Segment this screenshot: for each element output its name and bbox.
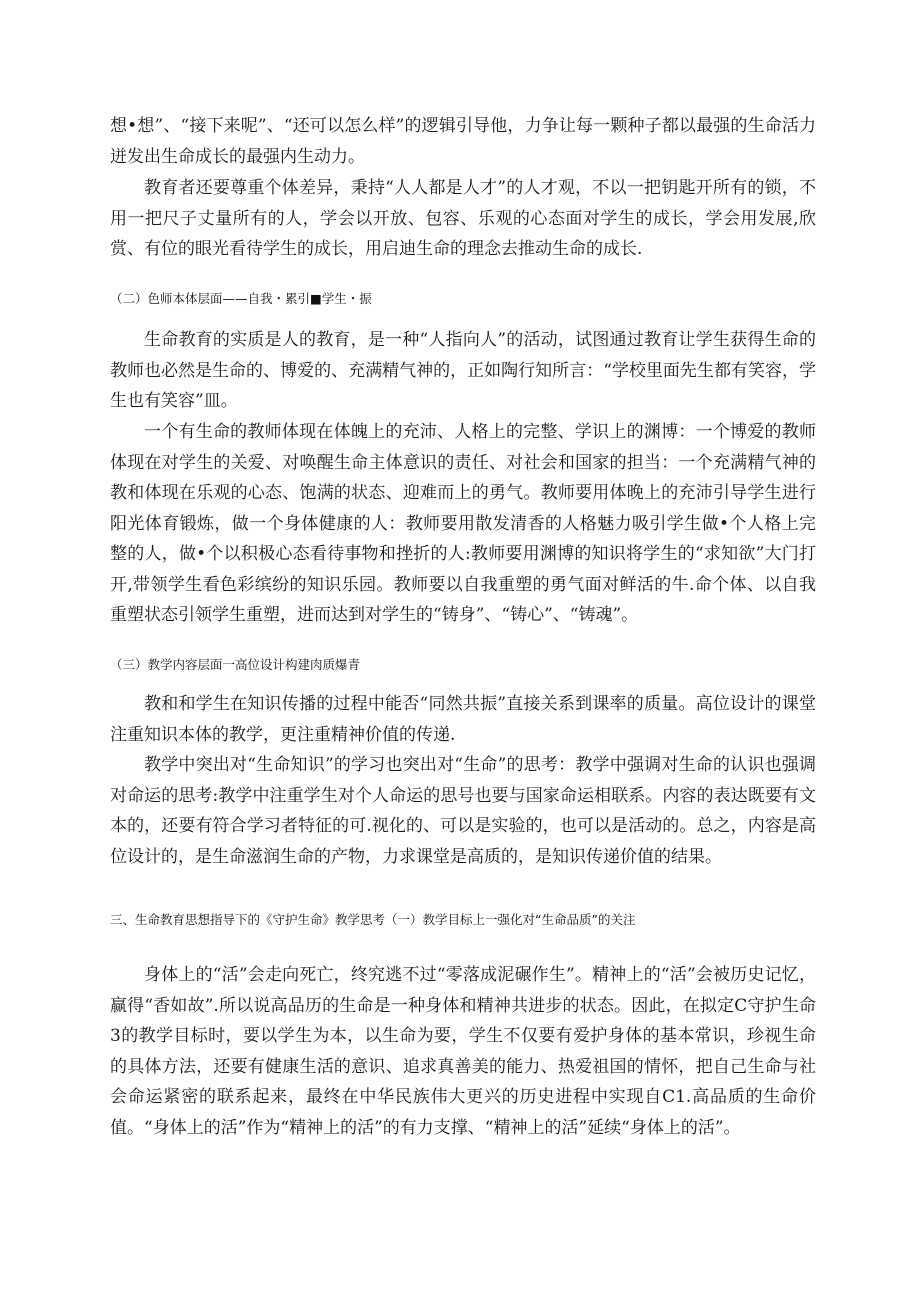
paragraph-6: 教学中突出对“生命知识”的学习也突出对“生命”的思考：教学中强调对生命的认识也强调对命运的思考:教学中注重学生对个人命运的思号也要与国家命运相联系。内容的表达既要有文本的，还要有符合学习者特征的可.视化的、可以是实验的，也可以是活动的。总之，内容是高位设计的，是生命滋润生命的产物，力求课堂是高质的，是知识传递价值的结果。 (110, 755, 816, 867)
paragraph-7: 身体上的“活”会走向死亡，终究逃不过“零落成泥碾作生”。精神上的“活”会被历史记忆，赢得“香如故”.所以说高品历的生命是一种身体和精神共进步的状态。因此，在拟定C守护生命3的教学目标时，要以学生为本，以生命为要，学生不仅要有爱护身体的基本常识，珍视生命的具体方法，还要有健康生活的意识、追求真善美的能力、热爱祖国的情怀，把自己生命与社会命运紧密的联系起来，最终在中华民族伟大更兴的历史进程中实现自C1.高品质的生命价值。“身体上的活”作为“精神上的活”的有力支撑、“精神上的活”延续“身体上的活”。 (110, 965, 816, 1138)
section-heading-2: （二）色师本体层面——自我・累引■学生・振 (110, 291, 372, 306)
paragraph-2: 教育者还要尊重个体差异，秉持“人人都是人才”的人才观，不以一把钥匙开所有的锁，不用一把尺子丈量所有的人，学会以开放、包容、乐观的心态面对学生的成长，学会用发展,欣赏、有位的眼光看待学生的成长，用启迪生命的理念去推动生命的成长. (110, 178, 816, 259)
paragraph-1: 想•想”、“接下来呢”、“还可以怎么样”的逻辑引导他，力争让每一颗种子都以最强的生命活力迸发出生命成长的最强内生动力。 (110, 116, 816, 167)
paragraph-3: 生命教育的实质是人的教育，是一种“人指向人”的活动，试图通过教育让学生获得生命的教师也必然是生命的、博爱的、充满精气神的，正如陶行知所言：“学校里面先生都有笑容，学生也有笑容”皿。 (110, 330, 816, 411)
section-heading-3: （三）教学内容层面一高位设计构建肉质爆青 (110, 657, 361, 672)
paragraph-5: 教和和学生在知识传播的过程中能否“同然共振”直接关系到课率的质量。高位设计的课堂注重知识本体的教学，更注重精神价值的传递. (110, 694, 816, 745)
part-heading-3: 三、生命教育思想指导下的《守护生命》教学思考（一）教学目标上一强化对“生命品质”的关注 (110, 912, 636, 927)
paragraph-4: 一个有生命的教师体现在体魄上的充沛、人格上的完整、学识上的渊博：一个博爱的教师体现在对学生的关爱、对唤醒生命主体意识的责任、对社会和国家的担当：一个充满精气神的教和体现在乐观的心态、饱满的状态、迎难而上的勇气。教师要用体晚上的充沛引导学生进行阳光体育锻炼，做一个身体健康的人：教师要用散发清香的人格魅力吸引学生做•个人格上完整的人，做•个以积极心态看待事物和挫折的人:教师要用渊博的知识将学生的“求知欲”大门打开,带领学生看色彩缤纷的知识乐园。教师要以自我重塑的勇气面对鲜活的牛.命个体、以自我重塑状态引领学生重塑，进而达到对学生的“铸身”、“铸心”、“铸魂”。 (110, 422, 816, 625)
